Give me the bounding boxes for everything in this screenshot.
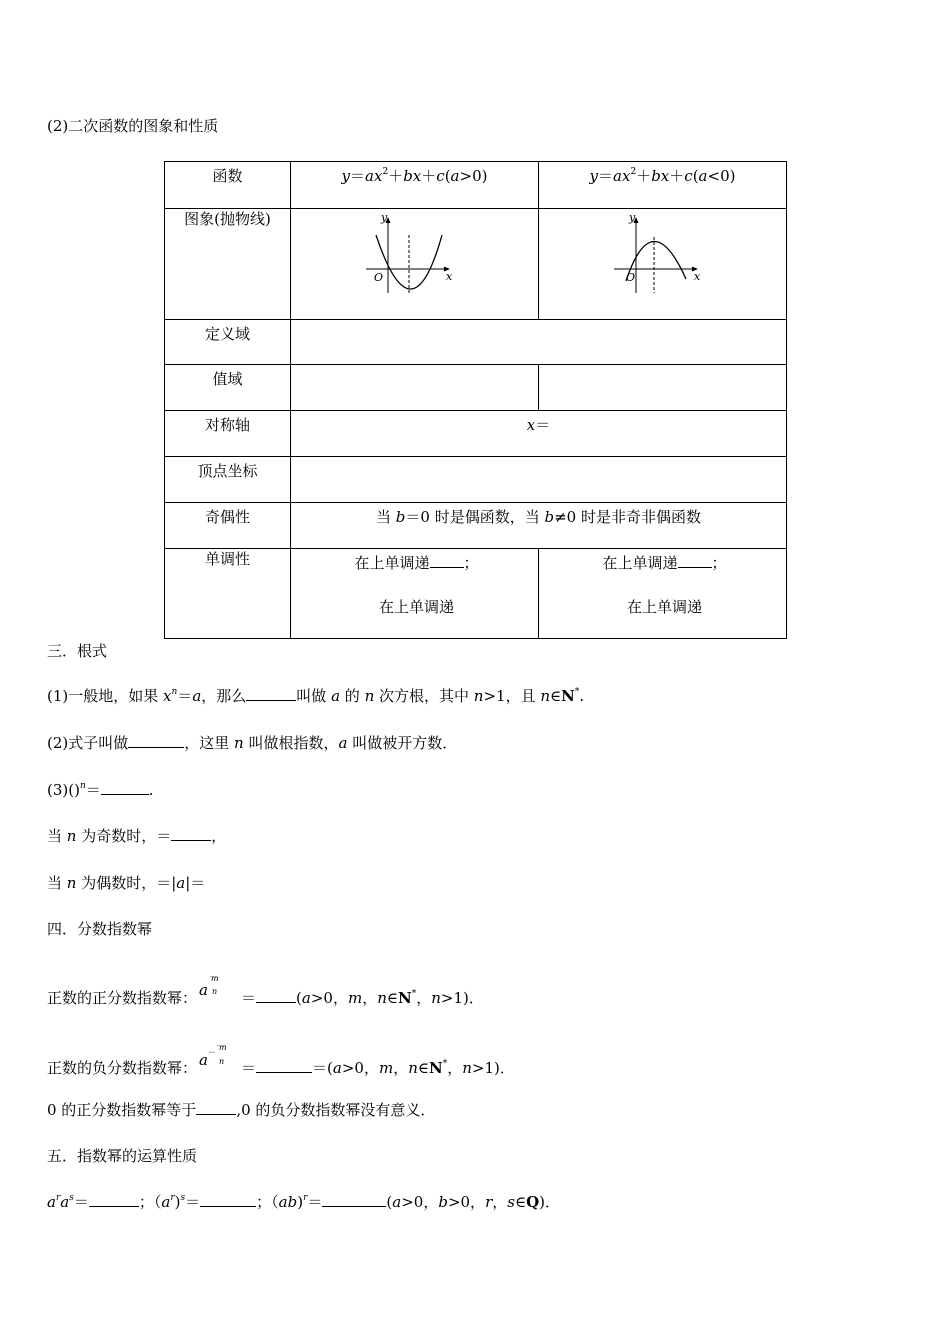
graph-y-label: y — [628, 213, 635, 224]
quadratic-properties-table — [164, 161, 787, 639]
parity-label: 奇偶性 — [165, 503, 291, 549]
graph-x-label: x — [693, 270, 700, 283]
monotone-negative-blank — [678, 553, 712, 568]
graph-downward-parabola — [539, 209, 787, 320]
graph-origin-label: O — [625, 271, 635, 284]
fractional-exponent-heading: 四．分数指数幂 — [47, 920, 153, 938]
zero-fractional-power-line: 0 的正分数指数幂等于 ,0 的负分数指数幂没有意义． — [47, 1101, 436, 1119]
header-function-label: 函数 — [165, 162, 291, 209]
vertex-label: 顶点坐标 — [165, 457, 291, 503]
header-negative-a: $y=ax^2+bx+c(a<0)$ — [539, 162, 787, 209]
upward-parabola-figure — [360, 213, 470, 295]
radical-expression-line: (2)式子叫做 ，这里 n 叫做根指数，a 叫做被开方数． — [47, 734, 458, 752]
axis-value: x＝ — [291, 411, 787, 457]
positive-fractional-power-line: 正数的正分数指数幂： a m n ＝ (a>0，m，n∈N*，n>1)． — [47, 974, 484, 1007]
range-negative-cell — [539, 365, 787, 411]
monotone-label: 单调性 — [165, 549, 291, 639]
radical-even-line: 当 n 为偶数时，＝|a|＝ — [47, 874, 206, 892]
downward-parabola-figure — [608, 213, 718, 295]
exponent-rules-heading: 五．指数幂的运算性质 — [47, 1147, 198, 1165]
radical-odd-line: 当 n 为奇数时，＝ ， — [47, 827, 227, 845]
graph-origin-label: O — [373, 271, 383, 284]
parity-value: 当 b＝0 时是偶函数，当 b≠0 时是非奇非偶函数 — [291, 503, 787, 549]
exponent-rules-line: $a^ra^s=$ ；$(a^r)^s=$ ；（ab)$^r$＝ (a>0，b>0，r，s∈Q)． — [47, 1193, 560, 1211]
graph-x-label: x — [445, 270, 452, 283]
range-positive-cell — [291, 365, 539, 411]
range-label: 值域 — [165, 365, 291, 411]
monotone-positive: 在上单调递 ； 在上单调递 — [291, 549, 539, 639]
radical-section-heading: 三．根式 — [47, 642, 108, 660]
monotone-negative: 在上单调递 ； 在上单调递 — [539, 549, 787, 639]
graph-y-label: y — [380, 213, 387, 224]
graph-label: 图象(抛物线) — [165, 209, 291, 320]
radical-power-line: (3)()$^n$＝ . — [47, 781, 154, 799]
graph-upward-parabola — [291, 209, 539, 320]
quadratic-section-heading: (2)二次函数的图象和性质 — [47, 117, 219, 135]
domain-label: 定义域 — [165, 320, 291, 365]
negative-fraction-exponent: a − m n — [199, 1043, 227, 1069]
positive-fraction-exponent: a m n — [199, 974, 219, 999]
axis-label: 对称轴 — [165, 411, 291, 457]
monotone-positive-blank — [430, 553, 464, 568]
vertex-value-cell — [291, 457, 787, 503]
domain-value-cell — [291, 320, 787, 365]
negative-fractional-power-line: 正数的负分数指数幂： a − m n ＝ ＝(a>0，m，n∈N*，n>1)． — [47, 1043, 515, 1077]
header-positive-a: $y=ax^2+bx+c(a>0)$ — [291, 162, 539, 209]
radical-definition-line: (1)一般地，如果 $x^n=a$，那么 叫做 a 的 n 次方根，其中 n>1，且 n∈N*. — [47, 687, 585, 705]
